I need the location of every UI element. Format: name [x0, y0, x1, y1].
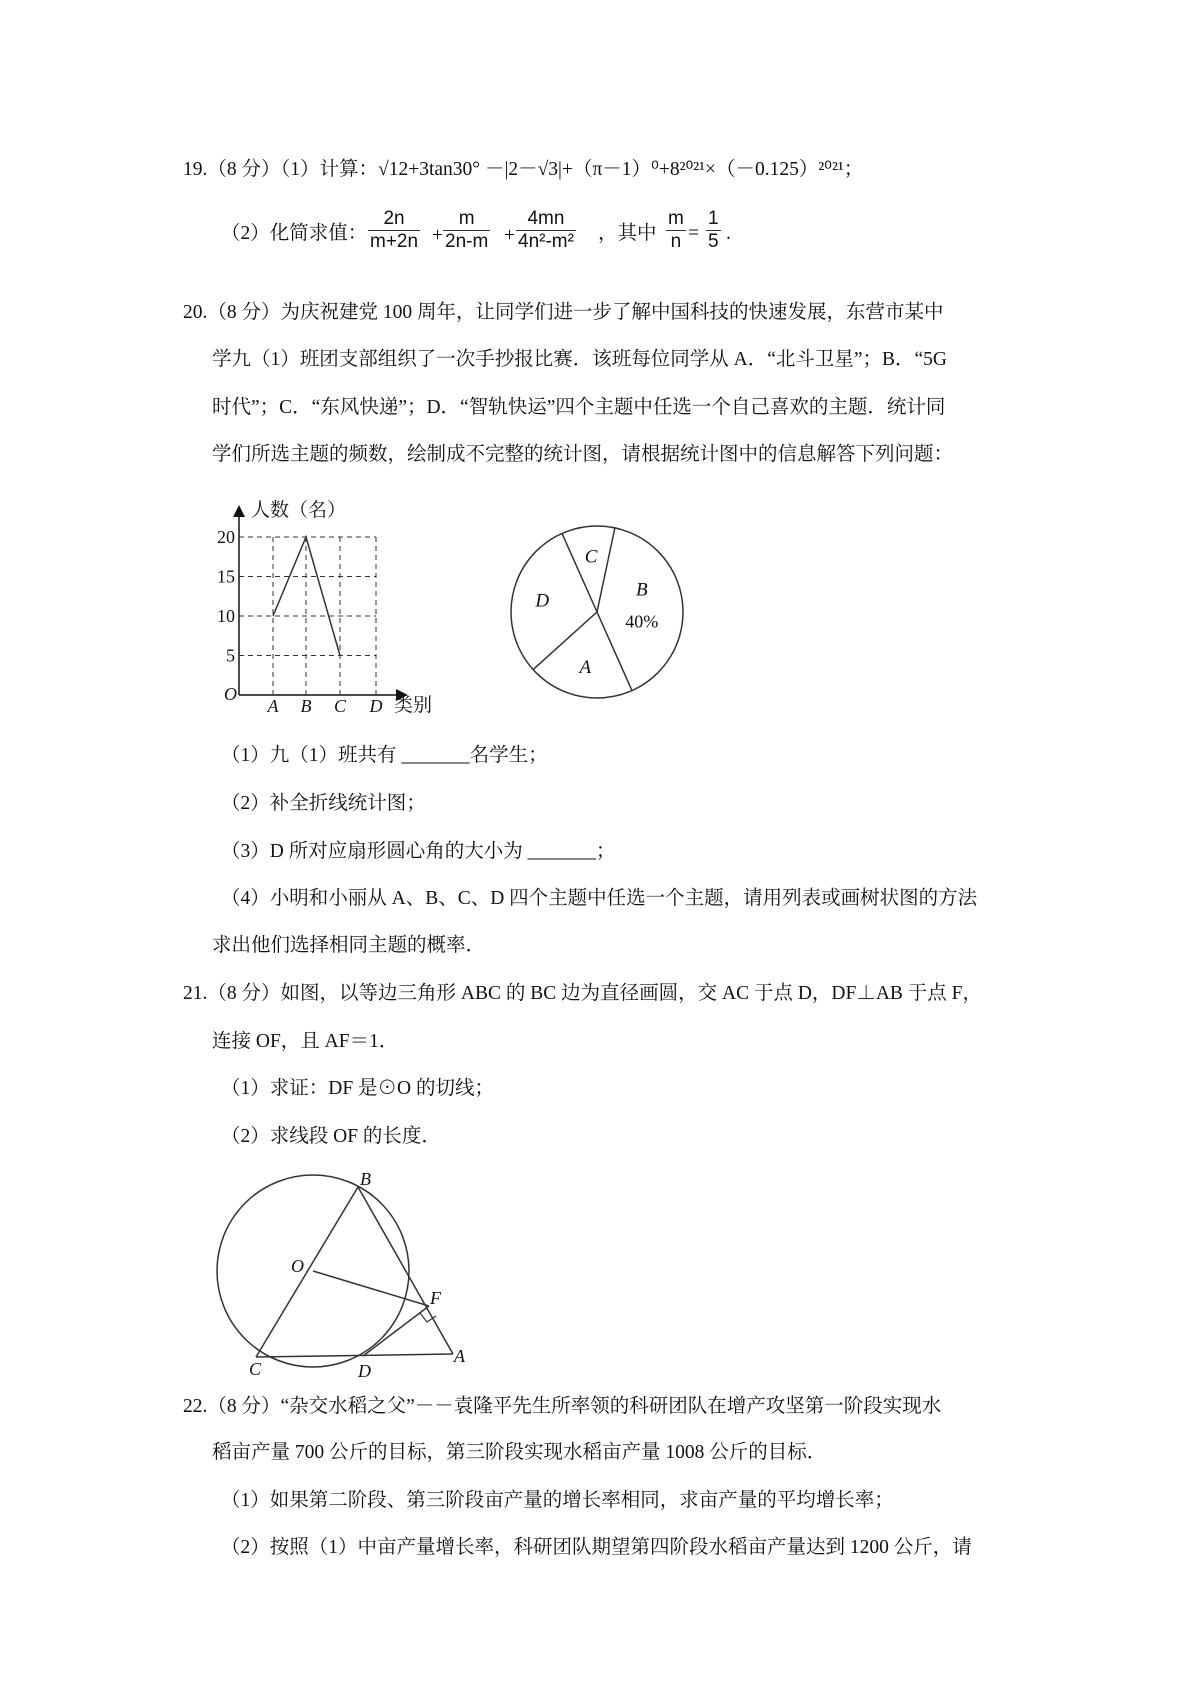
q20-sub-3: （3）D 所对应扇形圆心角的大小为 _______； — [221, 841, 616, 862]
q22-sub-1: （1）如果第二阶段、第三阶段亩产量的增长率相同，求亩产量的平均增长率； — [221, 1490, 894, 1511]
numerator: m — [443, 208, 490, 231]
equals-sign: = — [688, 223, 699, 244]
slice-label: B — [635, 579, 648, 601]
label-b: B — [360, 1169, 371, 1189]
segment-ab — [358, 1187, 453, 1354]
x-tick-label: B — [300, 696, 312, 716]
q19-part1: 19.（8 分）（1）计算：√12+3tan30° －|2－√3|+（π－1）⁰+8²⁰²¹×（－0.125）²⁰²¹； — [183, 159, 864, 180]
segment-bc — [256, 1187, 358, 1357]
denominator: 4n²-m² — [518, 231, 574, 252]
geometry-figure — [217, 1169, 466, 1381]
y-axis-label: 人数（名） — [251, 500, 347, 521]
q20-sub-4: （4）小明和小丽从 A、B、C、D 四个主题中任选一个主题，请用列表或画树状图的方法 — [221, 888, 978, 909]
numerator: 1 — [708, 208, 719, 229]
y-tick-label: 15 — [217, 566, 235, 587]
slice-boundary — [597, 528, 615, 612]
slice-label: D — [535, 590, 550, 612]
label-c: C — [249, 1359, 262, 1379]
slice-label: A — [579, 656, 592, 678]
q20-sub-2: （2）补全折线统计图； — [221, 793, 426, 814]
q20-line-4: 学们所选主题的频数，绘制成不完整的统计图，请根据统计图中的信息解答下列问题： — [212, 444, 954, 465]
label-a: A — [454, 1346, 465, 1366]
period: . — [726, 223, 731, 244]
numerator: 4mn — [516, 208, 576, 231]
slice-boundary — [562, 533, 597, 612]
q22-line-2: 稻亩产量 700 公斤的目标，第三阶段实现水稻亩产量 1008 公斤的目标． — [212, 1442, 827, 1463]
q19-part2-label: （2）化简求值： — [221, 223, 368, 244]
q22-line-1: 22.（8 分）“杂交水稻之父”－－袁隆平先生所率领的科研团队在增产攻坚第一阶段实现水 — [183, 1396, 942, 1417]
segment-of — [313, 1271, 429, 1306]
plus-sign: + — [432, 225, 443, 246]
denominator: n — [670, 231, 682, 252]
label-f: F — [430, 1288, 441, 1308]
y-tick-label: 20 — [217, 527, 235, 547]
denominator: m+2n — [370, 231, 419, 252]
label-d: D — [358, 1361, 371, 1381]
numerator: 2n — [368, 208, 420, 231]
plus-sign: + — [504, 225, 515, 246]
y-tick-label: 5 — [226, 645, 235, 666]
origin-label: O — [224, 684, 237, 704]
q21-sub-1: （1）求证：DF 是⊙O 的切线； — [221, 1078, 495, 1099]
q20-line-2: 学九（1）班团支部组织了一次手抄报比赛．该班每位同学从 A．“北斗卫星”；B．“5G — [212, 349, 948, 370]
line-chart — [217, 499, 432, 716]
q20-sub-1: （1）九（1）班共有 _______名学生； — [221, 745, 548, 766]
slice-percent-label: 40% — [625, 611, 659, 632]
condition-label: ，其中 — [598, 223, 657, 244]
slice-label: C — [584, 546, 598, 568]
q21-line-2: 连接 OF，且 AF＝1． — [212, 1031, 399, 1052]
x-tick-label: D — [369, 696, 383, 716]
x-axis-label: 类别 — [394, 695, 433, 716]
numerator: m — [668, 208, 684, 229]
denominator: 5 — [708, 231, 719, 252]
segment-ca — [256, 1354, 453, 1357]
q22-sub-2: （2）按照（1）中亩产量增长率，科研团队期望第四阶段水稻亩产量达到 1200 公斤，请 — [221, 1537, 972, 1558]
q21-sub-2: （2）求线段 OF 的长度． — [221, 1126, 441, 1147]
x-tick-label: A — [267, 696, 279, 716]
x-tick-label: C — [333, 696, 347, 716]
pie-chart — [511, 526, 683, 698]
q20-line-1: 20.（8 分）为庆祝建党 100 周年，让同学们进一步了解中国科技的快速发展，东营市某中 — [183, 302, 944, 323]
q20-sub-4-cont: 求出他们选择相同主题的概率． — [212, 935, 486, 956]
segment-df — [363, 1306, 429, 1356]
y-tick-label: 10 — [217, 606, 235, 626]
label-o: O — [291, 1256, 304, 1276]
q21-line-1: 21.（8 分）如图，以等边三角形 ABC 的 BC 边为直径画圆，交 AC 于点 D，DF⊥AB 于点 F， — [183, 983, 983, 1004]
q20-line-3: 时代”；C．“东风快递”；D．“智轨快运”四个主题中任选一个自己喜欢的主题．统计同 — [212, 397, 946, 418]
denominator: 2n-m — [445, 231, 489, 252]
